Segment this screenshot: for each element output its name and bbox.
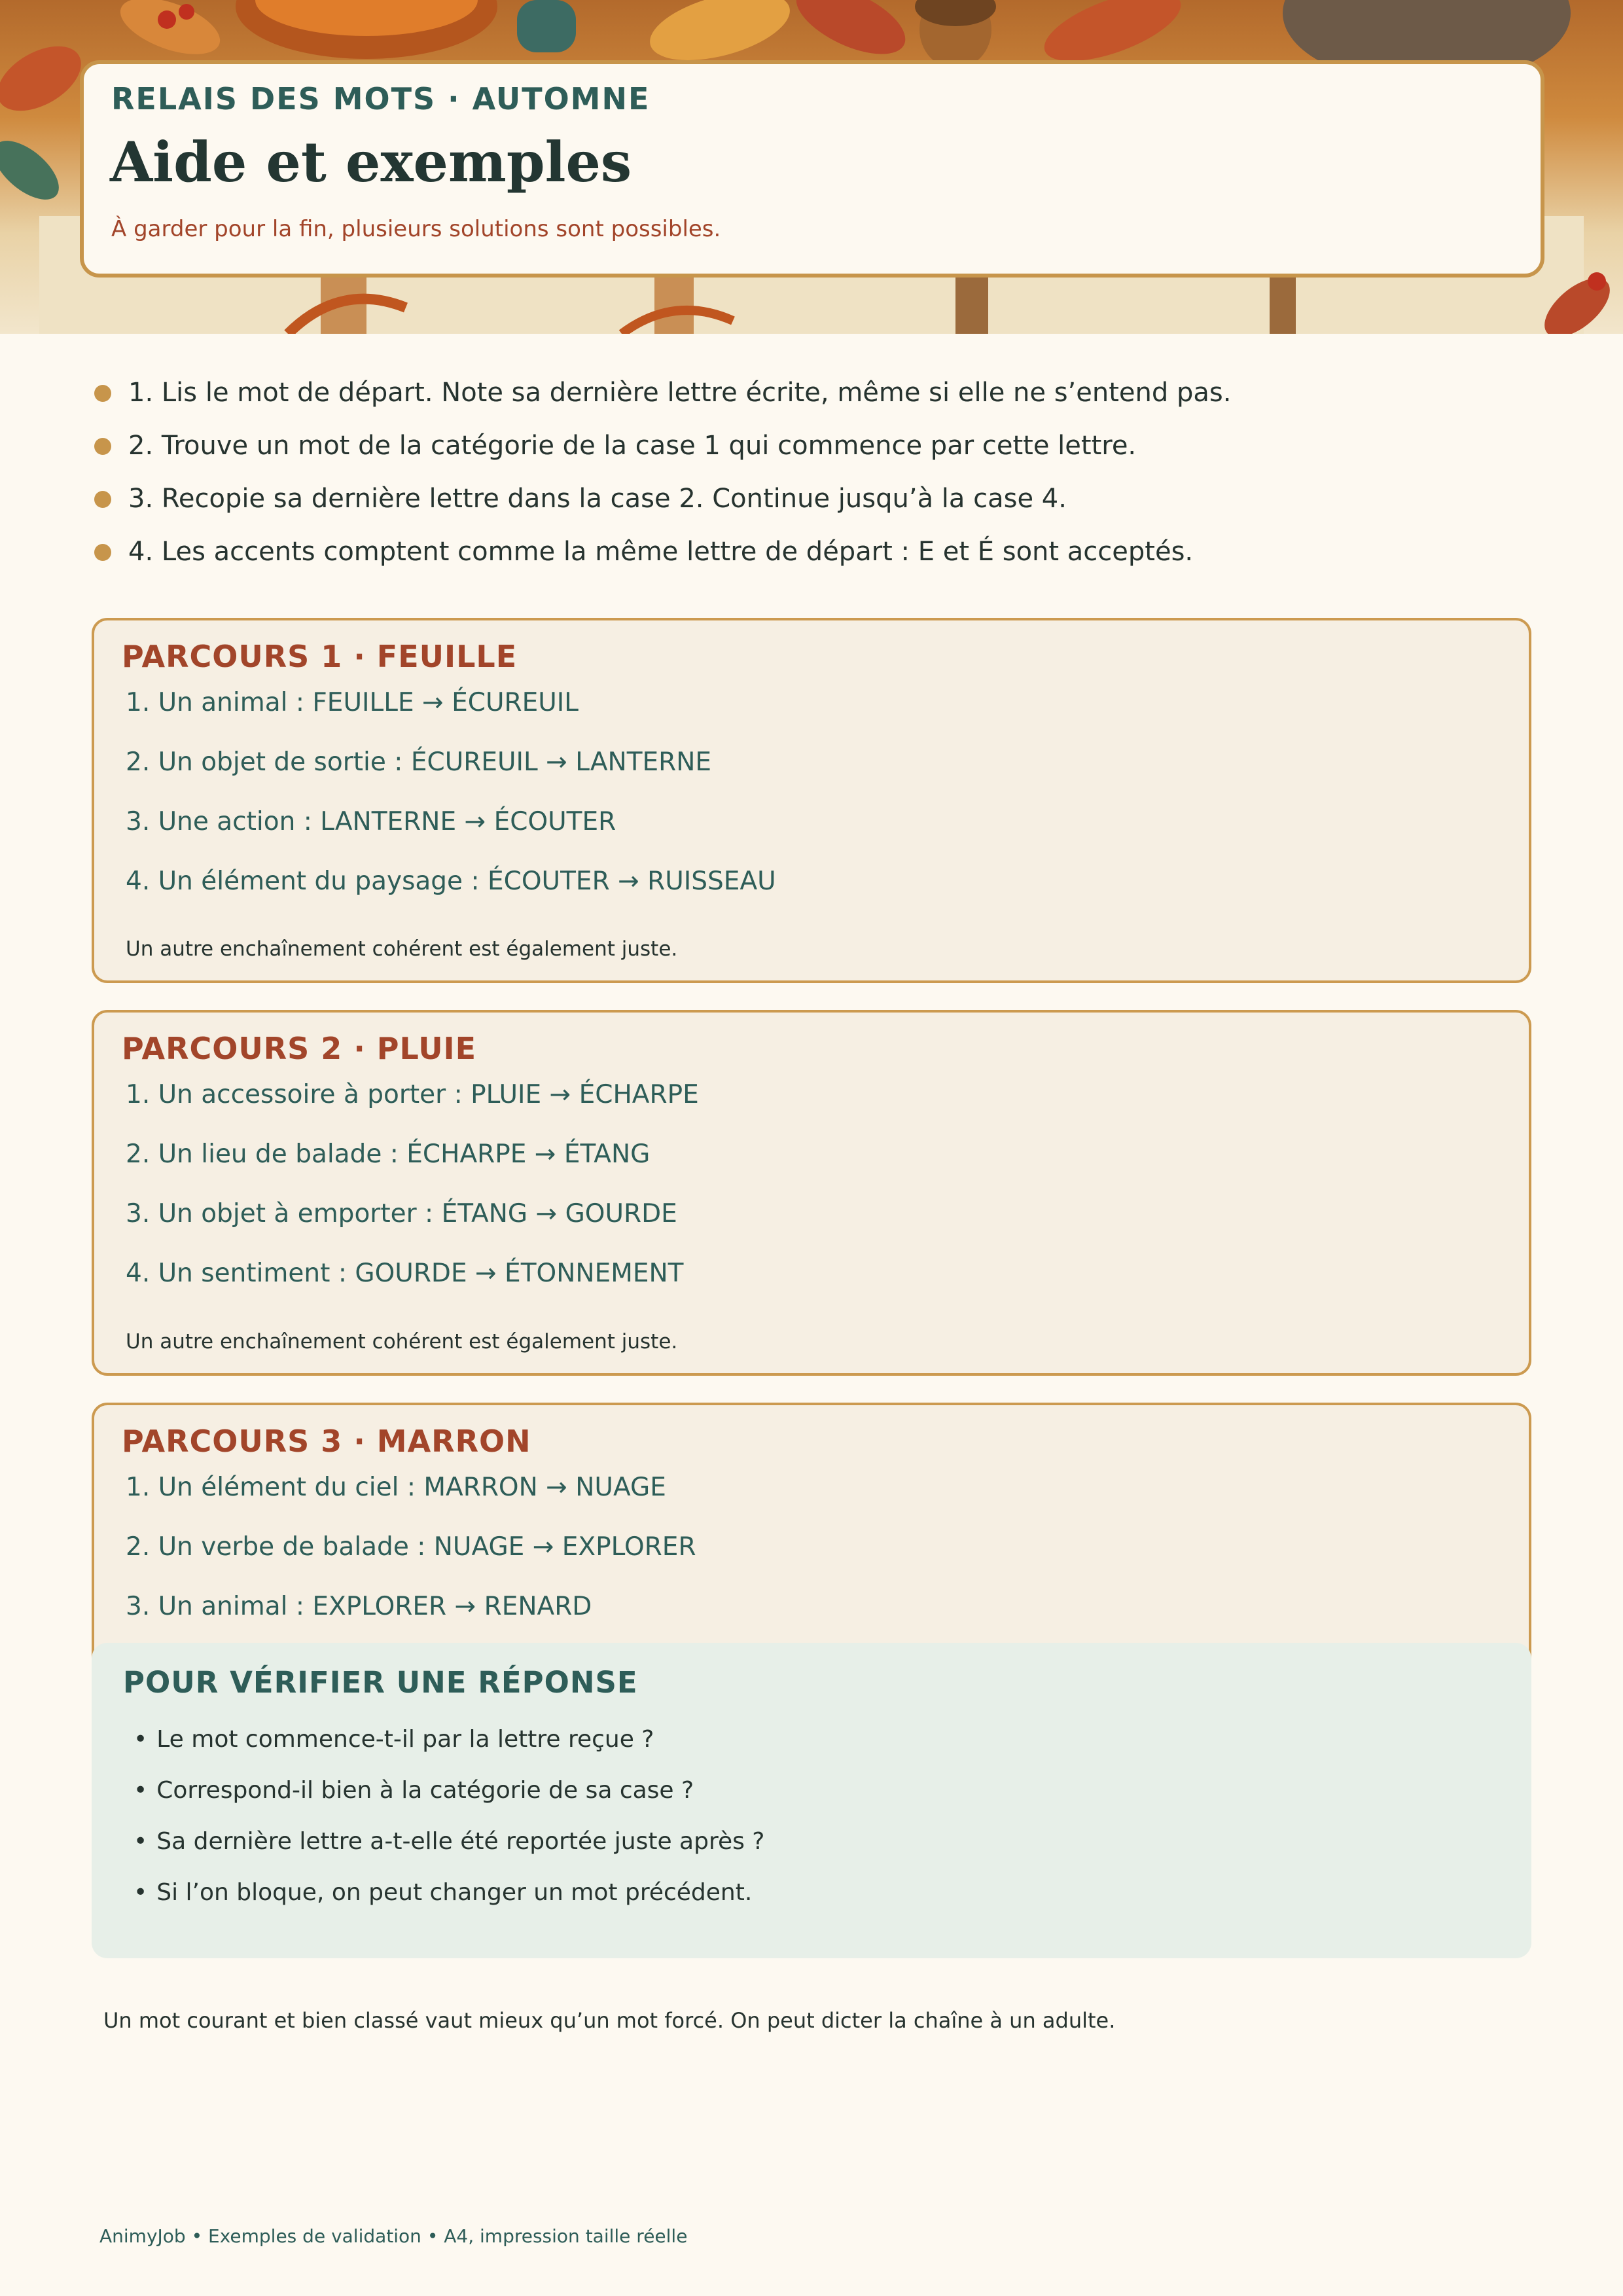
bullet-icon: •	[134, 1828, 148, 1855]
route-step: 1. Un animal : FEUILLE → ÉCUREUIL	[126, 688, 579, 717]
header-card	[80, 60, 1544, 278]
bullet-icon: •	[134, 1726, 148, 1753]
page-title: Aide et exemples	[110, 130, 632, 194]
bullet-icon: •	[134, 1879, 148, 1906]
verification-item	[134, 1873, 764, 1924]
closing-note: Un mot courant et bien classé vaut mieux qu’un mot forcé. On peut dicter la chaîne à un adulte.	[103, 2008, 1116, 2033]
verification-text: Le mot commence-t-il par la lettre reçue ?	[156, 1726, 654, 1753]
verification-text: Si l’on bloque, on peut changer un mot précédent.	[156, 1879, 753, 1906]
bullet-dot-icon	[94, 385, 111, 402]
route-box-2	[92, 1010, 1531, 1376]
berry-icon	[158, 10, 176, 29]
berry-icon	[1588, 272, 1606, 291]
verification-list	[134, 1720, 764, 1924]
berry-icon	[179, 4, 194, 20]
instruction-item	[92, 367, 1531, 420]
verification-text: Sa dernière lettre a-t-elle été reportée juste après ?	[156, 1828, 765, 1855]
instruction-text: 1. Lis le mot de départ. Note sa dernière lettre écrite, même si elle ne s’entend pas.	[128, 378, 1232, 408]
bullet-dot-icon	[94, 438, 111, 455]
verification-item	[134, 1720, 764, 1771]
bullet-dot-icon	[94, 491, 111, 508]
route-title: PARCOURS 1 · FEUILLE	[122, 639, 518, 674]
verification-panel	[92, 1643, 1531, 1958]
instruction-item	[92, 526, 1531, 579]
leaf-icon	[787, 0, 916, 68]
route-title: PARCOURS 3 · MARRON	[122, 1424, 531, 1459]
cup-handle	[517, 0, 576, 52]
route-step: 2. Un objet de sortie : ÉCUREUIL → LANTERNE	[126, 747, 712, 777]
verification-item	[134, 1822, 764, 1873]
route-step: 2. Un verbe de balade : NUAGE → EXPLORER	[126, 1532, 696, 1562]
route-step: 4. Un élément du paysage : ÉCOUTER → RUISSEAU	[126, 867, 776, 896]
route-box-1	[92, 618, 1531, 983]
verification-text: Correspond-il bien à la catégorie de sa case ?	[156, 1777, 694, 1804]
route-step: 1. Un accessoire à porter : PLUIE → ÉCHARPE	[126, 1080, 699, 1109]
instruction-text: 4. Les accents comptent comme la même lettre de départ : E et É sont acceptés.	[128, 537, 1194, 567]
instructions-list	[92, 367, 1531, 579]
page-subtitle: À garder pour la fin, plusieurs solutions sont possibles.	[111, 216, 721, 242]
route-steps	[126, 1468, 696, 1647]
instruction-item	[92, 473, 1531, 526]
route-note: Un autre enchaînement cohérent est également juste.	[126, 1330, 678, 1354]
instruction-text: 2. Trouve un mot de la catégorie de la case 1 qui commence par cette lettre.	[128, 431, 1137, 461]
wooden-post-icon	[955, 275, 988, 334]
route-step: 3. Une action : LANTERNE → ÉCOUTER	[126, 807, 616, 836]
route-step: 4. Un sentiment : GOURDE → ÉTONNEMENT	[126, 1259, 684, 1288]
header-kicker: RELAIS DES MOTS · AUTOMNE	[111, 81, 651, 117]
instruction-item	[92, 420, 1531, 473]
route-step: 3. Un objet à emporter : ÉTANG → GOURDE	[126, 1199, 677, 1229]
verification-title: POUR VÉRIFIER UNE RÉPONSE	[123, 1665, 638, 1700]
bullet-icon: •	[134, 1777, 148, 1804]
bullet-dot-icon	[94, 544, 111, 561]
wooden-post-icon	[654, 275, 694, 334]
leaf-icon	[0, 33, 92, 124]
route-title: PARCOURS 2 · PLUIE	[122, 1031, 477, 1066]
instruction-text: 3. Recopie sa dernière lettre dans la case 2. Continue jusqu’à la case 4.	[128, 484, 1067, 514]
route-steps	[126, 683, 776, 922]
leaf-icon	[113, 0, 227, 65]
route-note: Un autre enchaînement cohérent est également juste.	[126, 937, 678, 961]
route-step: 2. Un lieu de balade : ÉCHARPE → ÉTANG	[126, 1139, 651, 1169]
route-step: 1. Un élément du ciel : MARRON → NUAGE	[126, 1473, 666, 1502]
route-step: 3. Un animal : EXPLORER → RENARD	[126, 1592, 592, 1621]
leaf-icon	[0, 130, 69, 210]
wooden-post-icon	[1270, 275, 1296, 334]
verification-item	[134, 1771, 764, 1822]
route-steps	[126, 1075, 699, 1314]
page-footer: AnimyJob • Exemples de validation • A4, impression taille réelle	[99, 2225, 688, 2247]
